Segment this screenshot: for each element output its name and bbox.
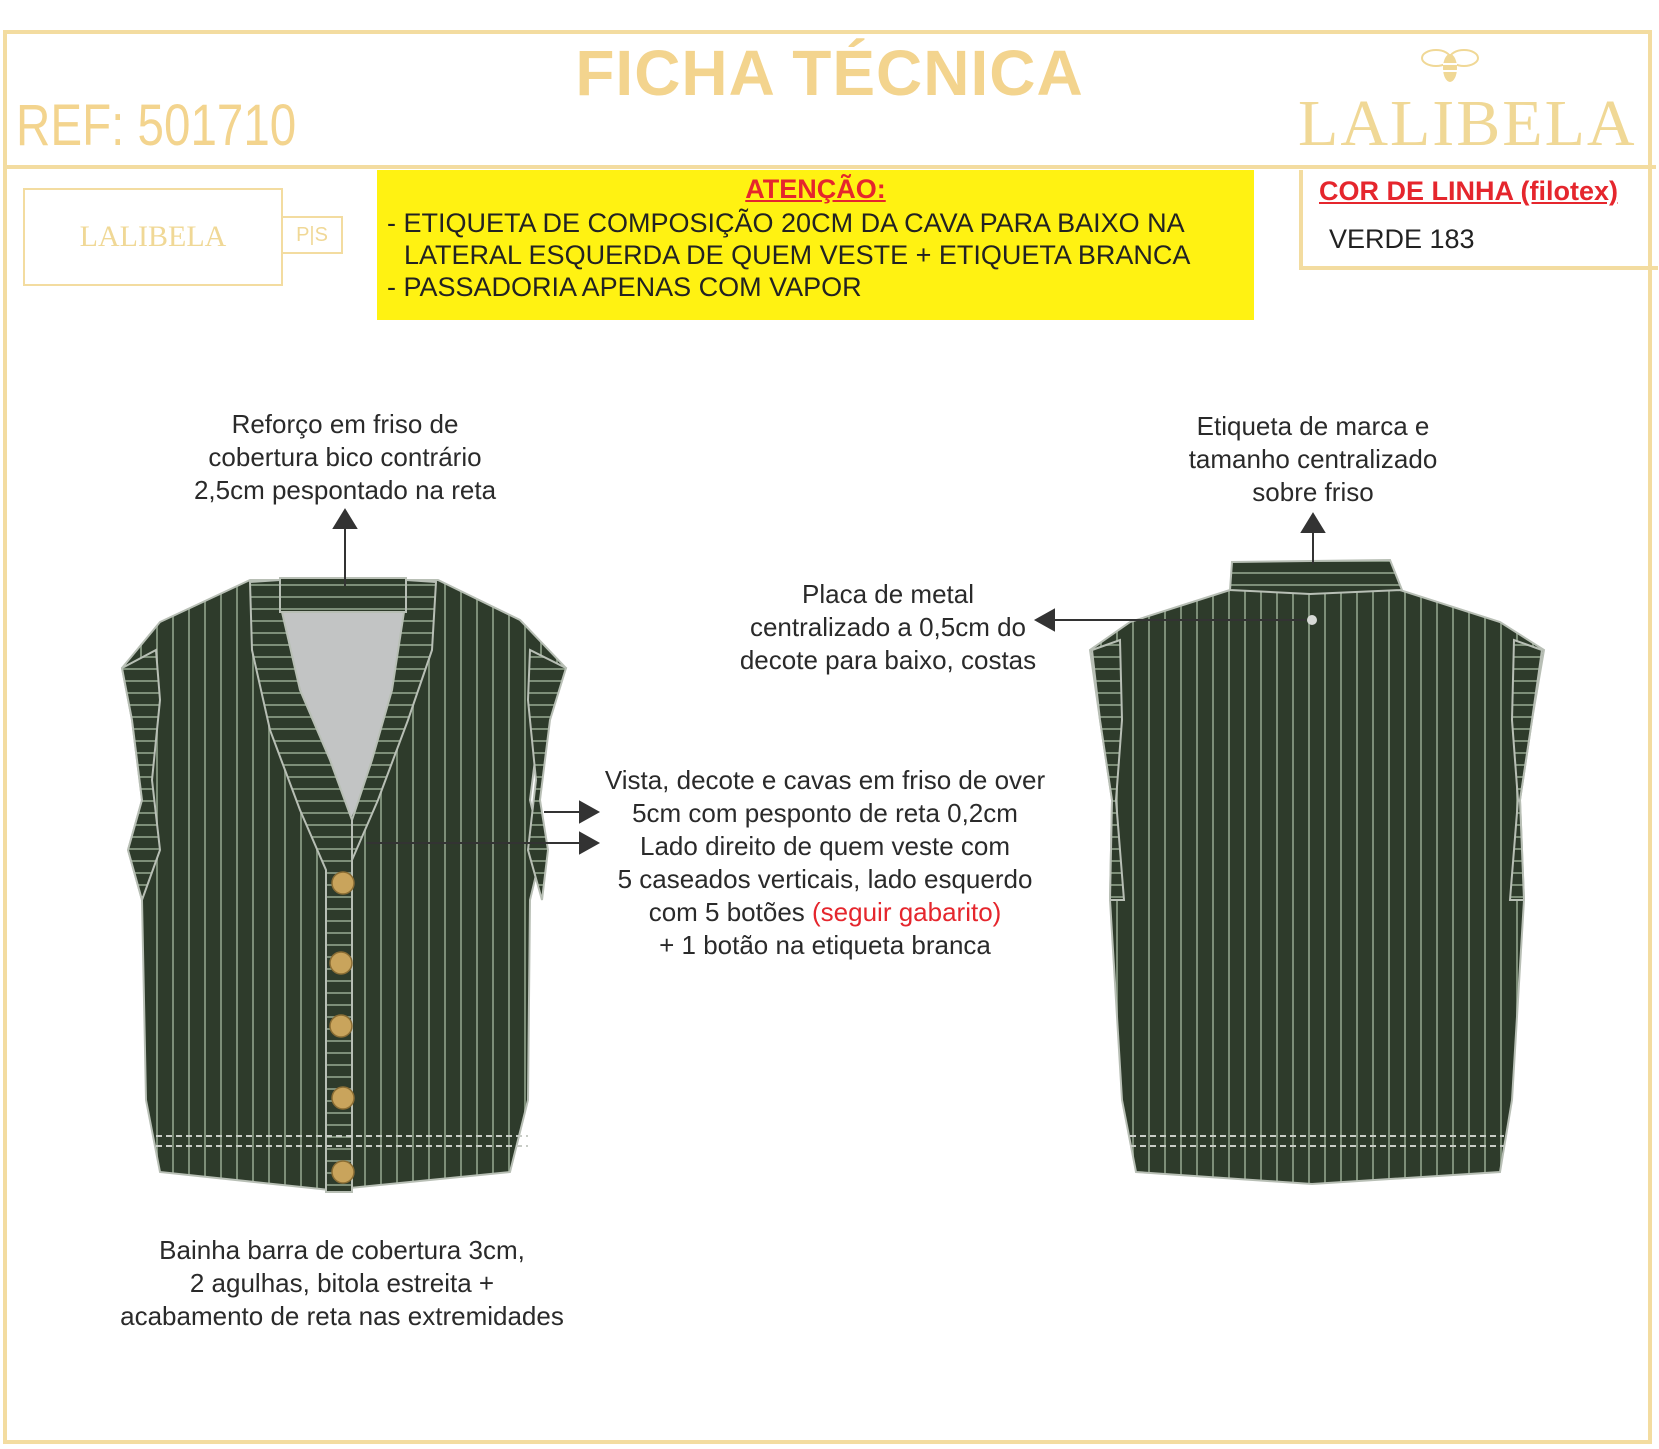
note-line-buttons — [568, 896, 1082, 929]
thread-color-value: VERDE 183 — [1329, 224, 1475, 254]
attention-line: - PASSADORIA APENAS COM VAPOR — [387, 272, 862, 302]
size-tag: P|S — [281, 216, 343, 254]
back-vest — [1090, 560, 1544, 1184]
note-metal-plate — [712, 578, 1064, 677]
note-line: Vista, decote e cavas em friso de over — [604, 765, 1046, 795]
button-3 — [330, 1015, 352, 1037]
note-line: + 1 botão na etiqueta branca — [659, 930, 991, 960]
note-line: 2,5cm pespontado na reta — [193, 475, 497, 505]
front-vest — [122, 578, 566, 1192]
note-placket — [568, 764, 1082, 962]
note-line: Etiqueta de marca e — [1196, 411, 1430, 441]
note-line: acabamento de reta nas extremidades — [120, 1301, 564, 1331]
note-line: sobre friso — [1252, 477, 1374, 507]
metal-plate — [1307, 615, 1317, 625]
label-brand-text: LALIBELA — [79, 220, 227, 253]
reference-code: REF: 501710 — [16, 93, 297, 158]
note-line: centralizado a 0,5cm do — [749, 612, 1027, 642]
note-line: Bainha barra de cobertura 3cm, — [159, 1235, 525, 1265]
note-line: Placa de metal — [802, 579, 974, 609]
template-highlight: (seguir gabarito) — [812, 897, 1002, 927]
note-line: 2 agulhas, bitola estreita + — [189, 1268, 495, 1298]
note-text: com 5 botões — [648, 897, 812, 927]
thread-color-title: COR DE LINHA (filotex) — [1319, 176, 1618, 206]
note-hem — [82, 1234, 602, 1333]
button-5 — [332, 1161, 354, 1183]
button-4 — [332, 1087, 354, 1109]
note-line: Lado direito de quem veste com — [640, 831, 1010, 861]
note-line: decote para baixo, costas — [739, 645, 1037, 675]
note-front-collar — [150, 408, 540, 507]
note-line: 5cm com pesponto de reta 0,2cm — [632, 798, 1018, 828]
note-line: tamanho centralizado — [1188, 444, 1438, 474]
page-title: FICHA TÉCNICA — [575, 37, 1084, 109]
note-line: Reforço em friso de — [231, 409, 459, 439]
note-back-label — [1158, 410, 1468, 509]
note-line: cobertura bico contrário — [208, 442, 482, 472]
button-2 — [330, 952, 352, 974]
attention-title: ATENÇÃO: — [745, 174, 886, 204]
attention-line: - ETIQUETA DE COMPOSIÇÃO 20CM DA CAVA PARA BAIXO NA — [387, 208, 1185, 238]
button-1 — [332, 872, 354, 894]
note-line: 5 caseados verticais, lado esquerdo — [617, 864, 1033, 894]
attention-line: LATERAL ESQUERDA DE QUEM VESTE + ETIQUETA BRANCA — [404, 240, 1191, 270]
brand-logo: LALIBELA — [1298, 87, 1637, 160]
